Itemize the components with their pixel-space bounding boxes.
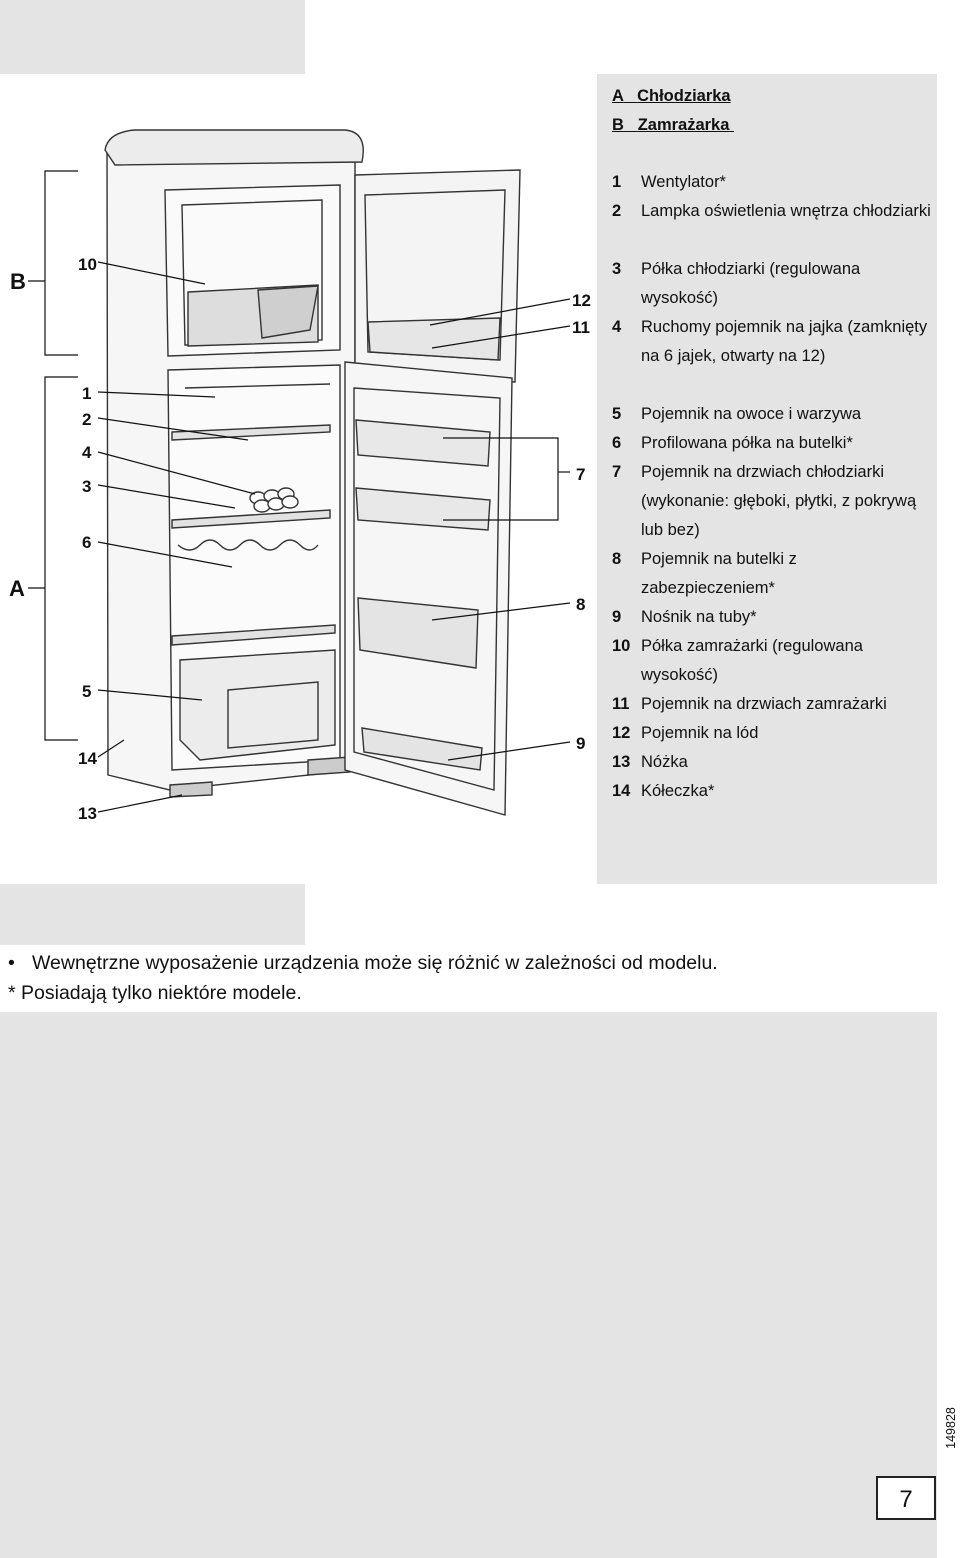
legend-section-b (612, 116, 734, 135)
legend-item-number: 5 (612, 405, 622, 423)
fridge-foot-left (170, 782, 212, 797)
bracket-a (45, 377, 78, 740)
fridge-foot-right (308, 757, 350, 775)
legend-item (612, 603, 932, 632)
section-label-a: A (9, 576, 25, 601)
page-number: 7 (876, 1476, 936, 1520)
legend-item-text: Pojemnik na drzwiach zamrażarki (641, 695, 887, 713)
background-band-top (0, 0, 305, 74)
callout-14: 14 (78, 749, 97, 768)
legend-item-number: 2 (612, 202, 622, 220)
legend-item (612, 777, 932, 806)
legend-item-number: 13 (612, 753, 631, 771)
legend-item-text: Nośnik na tuby* (641, 608, 757, 626)
legend-item-number: 12 (612, 724, 631, 742)
callout-4: 4 (82, 443, 92, 462)
legend-item-number: 11 (612, 695, 630, 713)
section-a-label: Chłodziarka (637, 87, 731, 105)
legend-item-text: Kółeczka* (641, 782, 715, 800)
callout-6: 6 (82, 533, 92, 552)
legend-item (612, 255, 932, 313)
legend-item-text: Nóżka (641, 753, 688, 771)
background-band-middle (0, 884, 305, 945)
callout-3: 3 (82, 477, 92, 496)
legend-item-text: Półka chłodziarki (regulowana wysokość) (641, 260, 861, 307)
legend-item-number: 9 (612, 608, 622, 626)
legend-item-text: Pojemnik na drzwiach chłodziarki (wykonanie: głęboki, płytki, z pokrywą lub bez) (641, 463, 917, 539)
legend-item (612, 690, 932, 719)
refrigerator-diagram (0, 74, 597, 884)
legend-item-text: Wentylator* (641, 173, 726, 191)
legend-item (612, 748, 932, 777)
callout-5: 5 (82, 682, 92, 701)
legend-item (612, 168, 932, 197)
bracket-b (45, 171, 78, 355)
legend-item-text: Pojemnik na lód (641, 724, 759, 742)
legend-item-number: 6 (612, 434, 622, 452)
callout-2: 2 (82, 410, 92, 429)
legend-item-number: 4 (612, 318, 622, 336)
legend-item-number: 1 (612, 173, 622, 191)
callout-10: 10 (78, 255, 97, 274)
legend-item (612, 313, 932, 371)
bullet-icon: • (8, 952, 15, 974)
callout-12: 12 (572, 291, 591, 310)
fridge-top-cap (105, 130, 363, 165)
legend-item (612, 400, 932, 429)
background-band-bottom (0, 1012, 937, 1558)
legend-item (612, 545, 932, 603)
legend-item-number: 8 (612, 550, 622, 568)
section-a-letter: A (612, 87, 624, 105)
legend-item-text: Lampka oświetlenia wnętrza chłodziarki (641, 202, 931, 220)
legend-item-number: 10 (612, 637, 631, 655)
note-text: Wewnętrzne wyposażenie urządzenia może się różnić w zależności od modelu. (32, 952, 718, 974)
legend-item-text: Pojemnik na owoce i warzywa (641, 405, 862, 423)
callout-9: 9 (576, 734, 586, 753)
document-code: 149828 (944, 1407, 958, 1449)
legend-section-a (612, 87, 731, 106)
callout-11: 11 (572, 318, 590, 337)
legend-item (612, 429, 932, 458)
legend-item (612, 719, 932, 748)
legend-item (612, 197, 932, 226)
crisper-drawer (180, 650, 335, 760)
legend-item-text: Profilowana półka na butelki* (641, 434, 853, 452)
legend-item-number: 14 (612, 782, 631, 800)
note-text: * Posiadają tylko niektóre modele. (8, 982, 302, 1004)
legend-item-text: Ruchomy pojemnik na jajka (zamknięty na 6 jajek, otwarty na 12) (641, 318, 928, 365)
legend-item-number: 3 (612, 260, 622, 278)
callout-1: 1 (82, 384, 92, 403)
egg-tray (250, 488, 298, 512)
note-optional-equipment (8, 982, 302, 1005)
section-b-letter: B (612, 116, 624, 134)
legend-item-number: 7 (612, 463, 622, 481)
callout-13: 13 (78, 804, 97, 823)
legend-item-text: Półka zamrażarki (regulowana wysokość) (641, 637, 863, 684)
callout-7: 7 (576, 465, 586, 484)
section-label-b: B (10, 269, 26, 294)
legend-item-text: Pojemnik na butelki z zabezpieczeniem* (641, 550, 797, 597)
legend-item (612, 632, 932, 690)
callout-8: 8 (576, 595, 586, 614)
section-b-label: Zamrażarka (637, 116, 730, 134)
note-model-variation (8, 952, 718, 975)
legend-item (612, 458, 932, 545)
